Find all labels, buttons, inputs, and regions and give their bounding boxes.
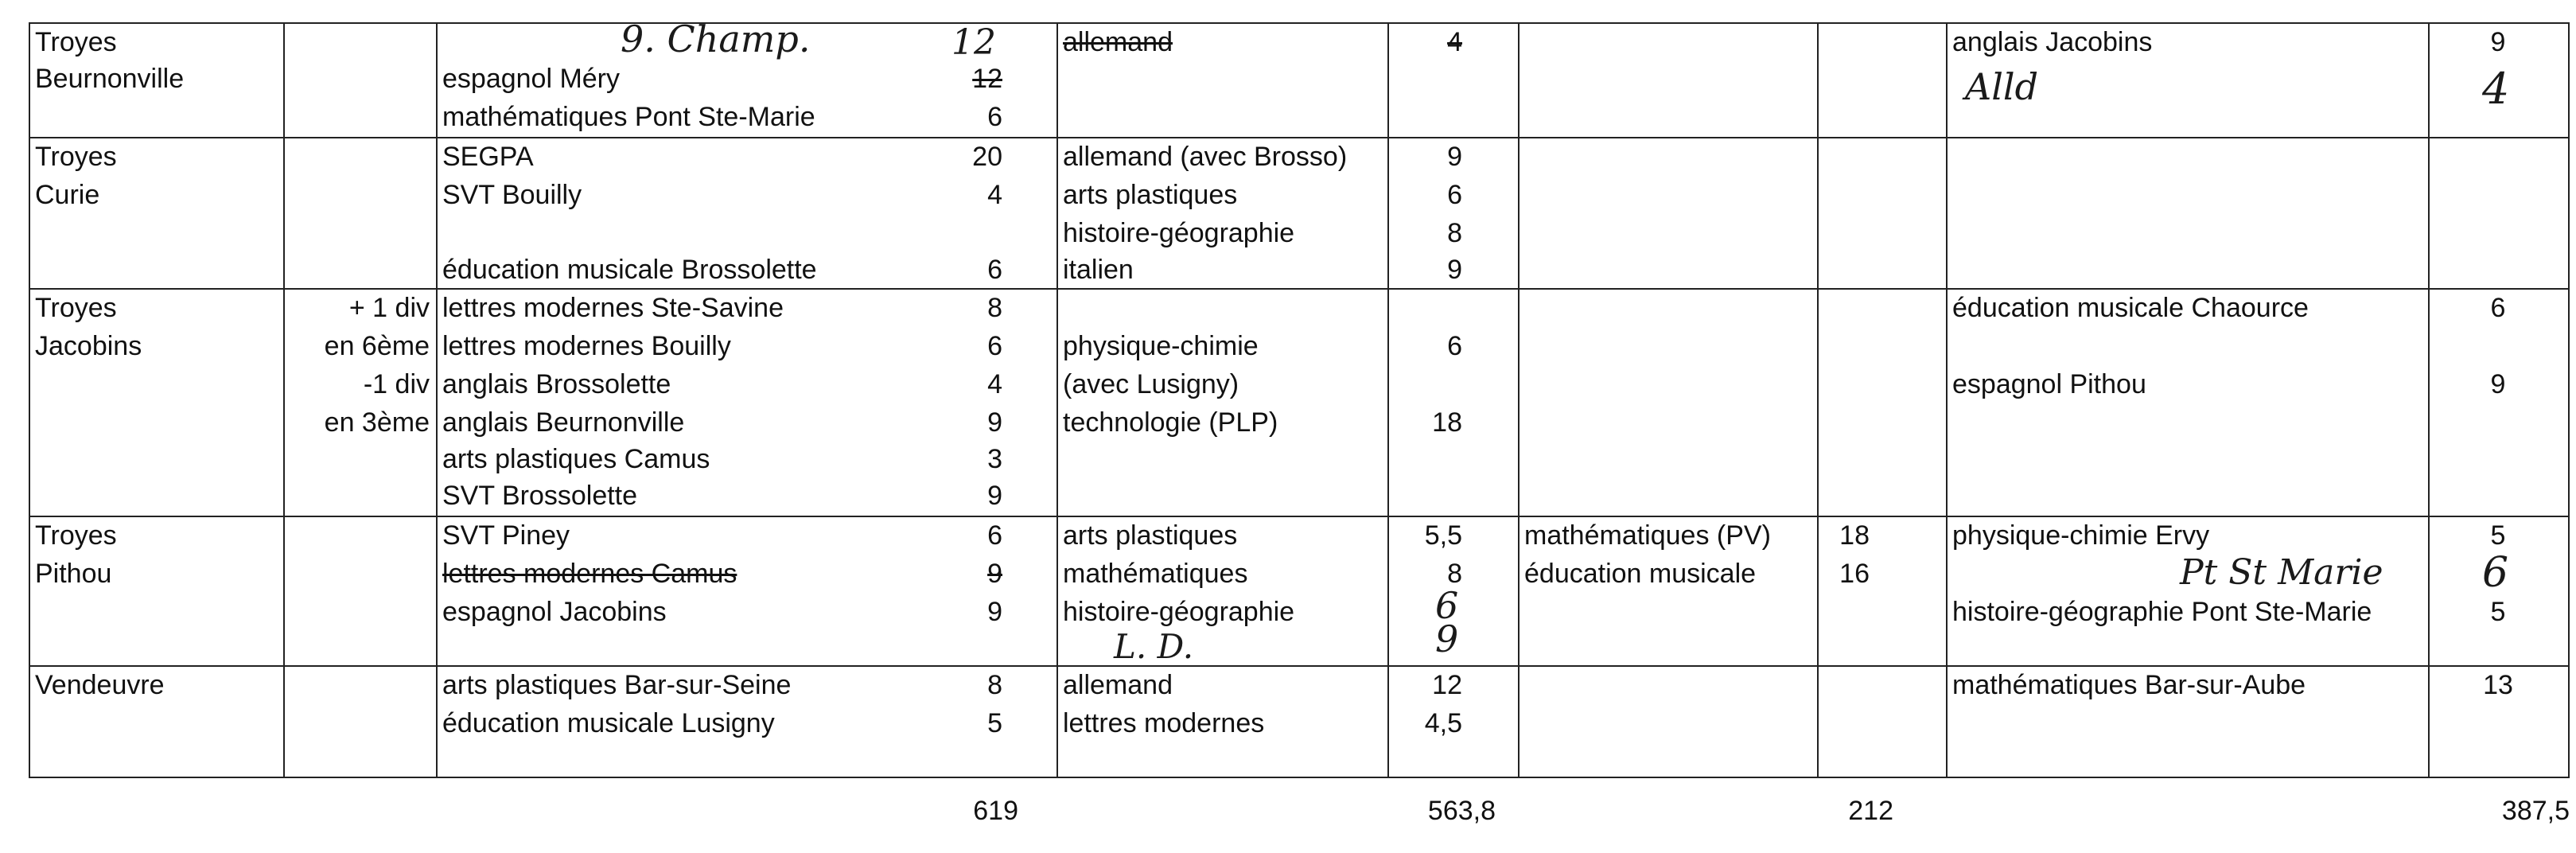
subject-label: histoire-géographie Pont Ste-Marie — [1952, 597, 2372, 627]
hours-value: 6 — [987, 255, 1002, 285]
division-note: en 6ème — [324, 331, 430, 361]
hours-value: 9 — [1447, 142, 1462, 172]
handwritten-note: 9. Champ. — [621, 18, 811, 60]
hours-value: 18 — [1432, 407, 1462, 438]
division-note: + 1 div — [348, 293, 430, 323]
hours-value: 9 — [1447, 255, 1462, 285]
hours-value: 3 — [987, 444, 1002, 474]
struck-value: 12 — [972, 64, 1002, 94]
subject-label: espagnol Pithou — [1952, 369, 2146, 399]
subject-label: physique-chimie — [1063, 331, 1259, 361]
etab-name: Jacobins — [35, 331, 142, 361]
hours-value: 6 — [2490, 293, 2506, 323]
hours-value: 8 — [987, 293, 1002, 323]
hours-value: 6 — [987, 102, 1002, 132]
subject-label: allemand — [1063, 27, 1173, 57]
hours-value: 4 — [987, 180, 1002, 210]
hours-value: 5 — [2490, 597, 2506, 627]
subject-label: mathématiques Pont Ste-Marie — [442, 102, 815, 132]
hours-value: 9 — [2490, 27, 2506, 57]
total-value: 563,8 — [1427, 796, 1496, 826]
handwritten-value: 6 — [2482, 549, 2509, 597]
hours-value: 4 — [987, 369, 1002, 399]
etab-name: Troyes — [35, 142, 117, 172]
subject-label: SVT Brossolette — [442, 481, 638, 511]
etab-name: Beurnonville — [35, 64, 185, 94]
subject-label: SVT Bouilly — [442, 180, 582, 210]
handwritten-value: 6 — [1435, 584, 1459, 627]
handwritten-value: 4 — [2482, 64, 2510, 114]
hours-value: 9 — [2490, 369, 2506, 399]
subject-label: lettres modernes Bouilly — [442, 331, 731, 361]
hours-value: 8 — [987, 670, 1002, 700]
division-note: en 3ème — [324, 407, 430, 438]
hours-value: 16 — [1839, 559, 1870, 589]
total-value: 387,5 — [2501, 796, 2570, 826]
total-value: 619 — [973, 796, 1018, 826]
hours-value: 12 — [1432, 670, 1462, 700]
hours-value: 8 — [1447, 559, 1462, 589]
subject-label: physique-chimie Ervy — [1952, 520, 2210, 551]
handwritten-note: Alld — [1965, 65, 2039, 108]
handwritten-note: L. D. — [1114, 627, 1194, 666]
subject-label: histoire-géographie — [1063, 218, 1295, 248]
subject-label: (avec Lusigny) — [1063, 369, 1239, 399]
grid-line — [29, 22, 2570, 24]
subject-label: histoire-géographie — [1063, 597, 1295, 627]
subject-label: mathématiques (PV) — [1524, 520, 1771, 551]
subject-label: allemand (avec Brosso) — [1063, 142, 1348, 172]
subject-label: arts plastiques Bar-sur-Seine — [442, 670, 792, 700]
subject-label: allemand — [1063, 670, 1173, 700]
hours-value: 20 — [972, 142, 1002, 172]
struck-value: 9 — [987, 559, 1002, 589]
subject-label: anglais Brossolette — [442, 369, 671, 399]
hours-value: 5 — [987, 708, 1002, 738]
subject-label: anglais Beurnonville — [442, 407, 685, 438]
etab-name: Troyes — [35, 293, 117, 323]
subject-label: italien — [1063, 255, 1134, 285]
etab-name: Pithou — [35, 559, 112, 589]
subject-label: SVT Piney — [442, 520, 570, 551]
subject-label: éducation musicale Brossolette — [442, 255, 817, 285]
handwritten-value: 12 — [951, 22, 996, 63]
subject-label: mathématiques Bar-sur-Aube — [1952, 670, 2306, 700]
struck-value: 4 — [1447, 27, 1462, 57]
hours-value: 6 — [1447, 180, 1462, 210]
subject-label: arts plastiques — [1063, 180, 1238, 210]
subject-label: anglais Jacobins — [1952, 27, 2153, 57]
subject-label: éducation musicale — [1524, 559, 1757, 589]
total-value: 212 — [1848, 796, 1893, 826]
hours-value: 8 — [1447, 218, 1462, 248]
hours-value: 9 — [987, 407, 1002, 438]
subject-label: éducation musicale Lusigny — [442, 708, 775, 738]
subject-label: lettres modernes Camus — [442, 559, 737, 589]
subject-label: éducation musicale Chaource — [1952, 293, 2309, 323]
subject-label: technologie (PLP) — [1063, 407, 1278, 438]
division-note: -1 div — [363, 369, 430, 399]
hours-value: 4,5 — [1424, 708, 1462, 738]
subject-label: lettres modernes Ste-Savine — [442, 293, 784, 323]
hours-value: 13 — [2483, 670, 2513, 700]
etab-name: Troyes — [35, 520, 117, 551]
subject-label: espagnol Jacobins — [442, 597, 667, 627]
subject-label: arts plastiques Camus — [442, 444, 710, 474]
subject-label: SEGPA — [442, 142, 534, 172]
hours-value: 6 — [987, 520, 1002, 551]
subject-label: arts plastiques — [1063, 520, 1238, 551]
subject-label: espagnol Méry — [442, 64, 621, 94]
hours-value: 6 — [1447, 331, 1462, 361]
subject-label: mathématiques — [1063, 559, 1248, 589]
etab-name: Curie — [35, 180, 100, 210]
hours-value: 6 — [987, 331, 1002, 361]
grid-line — [29, 777, 2570, 778]
hours-value: 9 — [987, 481, 1002, 511]
etab-name: Vendeuvre — [35, 670, 165, 700]
hours-value: 9 — [987, 597, 1002, 627]
hours-value: 5 — [2490, 520, 2506, 551]
hours-value: 5,5 — [1424, 520, 1462, 551]
hours-value: 18 — [1839, 520, 1870, 551]
etab-name: Troyes — [35, 27, 117, 57]
handwritten-value: 9 — [1435, 617, 1459, 660]
subject-label: lettres modernes — [1063, 708, 1265, 738]
handwritten-note: Pt St Marie — [2180, 552, 2383, 593]
